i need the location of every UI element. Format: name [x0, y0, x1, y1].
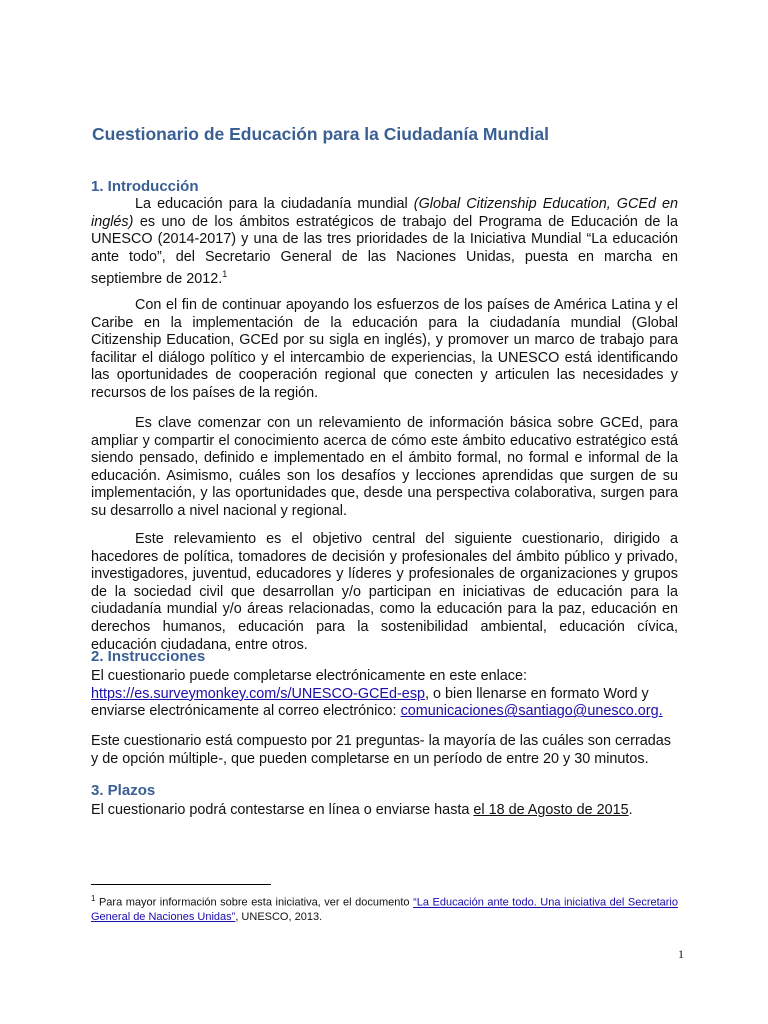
intro-p1-text-c: es uno de los ámbitos estratégicos de trabajo del Programa de Educación de la UNESCO (2014-2017) y una de las tres prioridades de la Iniciativa Mundial “La educación ante todo”, del Secretario General de las Naciones Unidas, puesta en marcha en septiembre de 2012.	[91, 213, 678, 288]
instructions-paragraph-2: Este cuestionario está compuesto por 21 preguntas- la mayoría de las cuáles son cerradas y de opción múltiple-, que pueden completarse en un período de entre 20 y 30 minutos.	[91, 733, 671, 767]
section-heading-plazos: 3. Plazos	[91, 782, 156, 799]
deadlines-paragraph	[91, 802, 678, 820]
footnote-mark: 1	[91, 894, 96, 903]
page-number: 1	[678, 947, 684, 961]
footnote	[91, 892, 678, 924]
deadlines-text-post: .	[628, 802, 633, 818]
instructions-line-2-rest: , o bien llenarse en formato Word y	[425, 685, 649, 702]
instructions-line-3	[91, 703, 678, 721]
intro-p1-text-a: La educación para la ciudadanía mundial	[135, 196, 414, 212]
section-heading-introduccion: 1. Introducción	[91, 178, 199, 195]
intro-paragraph-3: Es clave comenzar con un relevamiento de información básica sobre GCEd, para ampliar y compartir el conocimiento acerca de cómo este ámbito educativo estratégico está siendo pensado, definido e implementado en el ámbito formal, no formal e informal de la educación. Asimismo, cuáles son los desafíos y lecciones aprendidas que surgen de su implementación, y las oportunidades que, desde una perspectiva colaborativa, surgen para su desarrollo a nivel nacional y regional.	[91, 415, 678, 519]
footnote-text-post: , UNESCO, 2013.	[235, 910, 323, 923]
footnote-reference[interactable]: 1	[222, 269, 228, 280]
footnote-link[interactable]: “La Educación ante todo. Una iniciativa del Secretario General de Naciones Unidas”	[91, 896, 678, 923]
instructions-line-1: El cuestionario puede completarse electrónicamente en este enlace:	[91, 668, 527, 684]
section-heading-instrucciones: 2. Instrucciones	[91, 648, 206, 665]
intro-p1-italic: (Global Citizenship Education, GCEd en inglés)	[91, 196, 679, 230]
footnote-separator	[91, 884, 271, 885]
deadlines-text-pre: El cuestionario podrá contestarse en línea o enviarse hasta	[91, 802, 474, 818]
footnote-text-pre: Para mayor información sobre esta iniciativa, ver el documento	[95, 896, 414, 909]
instructions-line-3-pre: enviarse electrónicamente al correo electrónico:	[91, 703, 401, 720]
instructions-paragraph-1	[91, 668, 678, 721]
instructions-line-2	[91, 686, 678, 704]
intro-paragraph-2: Con el fin de continuar apoyando los esfuerzos de los países de América Latina y el Caribe en la implementación de la educación para la ciudadanía mundial (Global Citizenship Education, GCEd por su sigla en inglés), y promover un marco de trabajo para facilitar el diálogo político y el intercambio de experiencias, la UNESCO está identificando las oportunidades de cooperación regional que conecten y articulen las necesidades y recursos de los países de la región.	[91, 297, 678, 401]
intro-paragraph-4: Este relevamiento es el objetivo central del siguiente cuestionario, dirigido a hacedores de política, tomadores de decisión y profesionales del ámbito público y privado, investigadores, juventud, educadores y líderes y profesionales de organizaciones y grupos de la sociedad civil que desarrollan y/o participan en iniciativas de educación para la ciudadanía mundial y/o áreas relacionadas, como la educación para la paz, educación en derechos humanos, educación para la sostenibilidad ambiental, educación cívica, educación ciudadana, entre otros.	[91, 531, 678, 653]
email-link[interactable]: comunicaciones@santiago@unesco.org.	[400, 703, 663, 720]
deadline-date: el 18 de Agosto de 2015	[473, 802, 629, 818]
document-title: Cuestionario de Educación para la Ciudadanía Mundial	[92, 124, 550, 144]
survey-link[interactable]: https://es.surveymonkey.com/s/UNESCO-GCEd-esp	[91, 685, 426, 702]
intro-paragraph-1	[91, 196, 678, 289]
